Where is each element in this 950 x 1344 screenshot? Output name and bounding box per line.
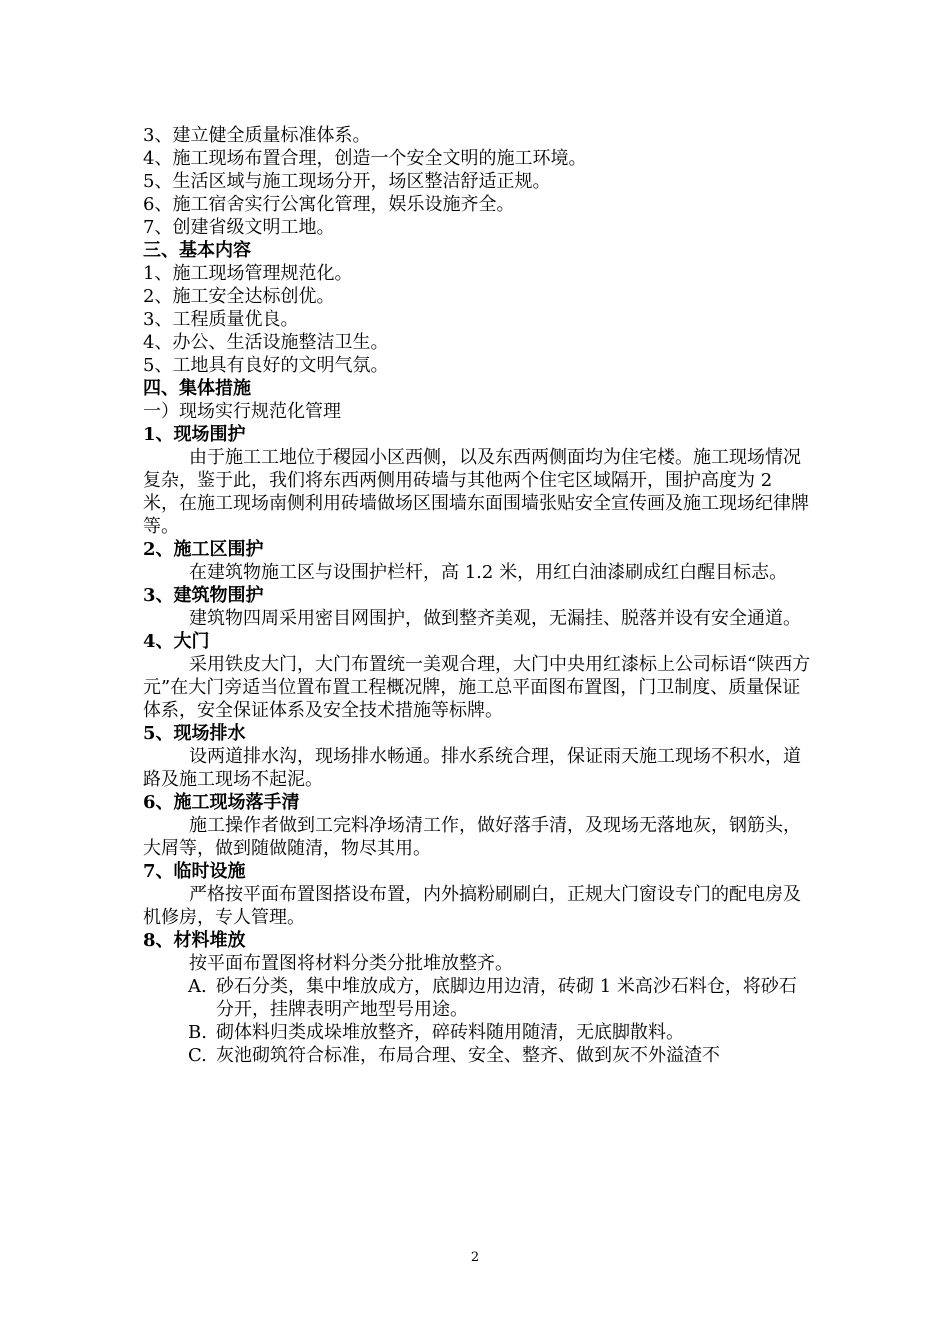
- lettered-item-b: [143, 1021, 813, 1044]
- item-heading: 4、大门: [143, 631, 210, 652]
- item-heading: 1、现场围护: [143, 424, 246, 445]
- paragraph: 施工操作者做到工完料净场清工作，做好落手清，及现场无落地灰，钢筋头，大屑等，做到随做随清，物尽其用。: [143, 815, 801, 859]
- paragraph: 由于施工工地位于稷园小区西侧，以及东西两侧面均为住宅楼。施工现场情况复杂，鉴于此，我们将东西两侧用砖墙与其他两个住宅区域隔开，围护高度为 2 米，在施工现场南侧利用砖墙做场区围墙东面围墙张贴安全宣传画及施工现场纪律牌等。: [143, 447, 809, 537]
- list-item: 5、工地具有良好的文明气氛。: [143, 355, 389, 376]
- paragraph: 按平面布置图将材料分类分批堆放整齐。: [189, 953, 513, 974]
- paragraph: 严格按平面布置图搭设布置，内外搞粉刷刷白，正规大门窗设专门的配电房及机修房，专人管理。: [143, 884, 801, 928]
- paragraph: 建筑物四周采用密目网围护，做到整齐美观，无漏挂、脱落并设有安全通道。: [189, 608, 801, 629]
- paragraph: 采用铁皮大门，大门布置统一美观合理，大门中央用红漆标上公司标语“陕西方元”在大门旁适当位置布置工程概况牌，施工总平面图布置图，门卫制度、质量保证体系，安全保证体系及安全技术措施等标牌。: [143, 654, 811, 721]
- section-heading-measures: 四、集体措施: [143, 378, 251, 399]
- document-body: [143, 124, 813, 1067]
- item-heading: 5、现场排水: [143, 723, 246, 744]
- list-item: 3、建立健全质量标准体系。: [143, 125, 371, 146]
- lettered-item-a: [143, 975, 813, 1021]
- paragraph: 设两道排水沟，现场排水畅通。排水系统合理，保证雨天施工现场不积水，道路及施工现场不起泥。: [143, 746, 801, 790]
- item-heading: 8、材料堆放: [143, 930, 246, 951]
- list-item: 1、施工现场管理规范化。: [143, 263, 353, 284]
- list-marker: A.: [188, 976, 207, 997]
- paragraph: 在建筑物施工区与设围护栏杆，高 1.2 米，用红白油漆刷成红白醒目标志。: [189, 562, 788, 583]
- item-heading: 7、临时设施: [143, 861, 246, 882]
- list-text: 灰池砌筑符合标准，布局合理、安全、整齐、做到灰不外溢渣不: [216, 1045, 720, 1066]
- page-number: 2: [470, 1250, 480, 1265]
- list-item: 3、工程质量优良。: [143, 309, 299, 330]
- item-heading: 6、施工现场落手清: [143, 792, 300, 813]
- list-item: 2、施工安全达标创优。: [143, 286, 335, 307]
- item-heading: 2、施工区围护: [143, 539, 264, 560]
- list-text: 砂石分类，集中堆放成方，底脚边用边清，砖砌 1 米高沙石料仓，将砂石分开，挂牌表明产地型号用途。: [216, 976, 797, 1020]
- list-text: 砌体料归类成垛堆放整齐，碎砖料随用随清，无底脚散料。: [216, 1022, 684, 1043]
- list-marker: C.: [188, 1045, 207, 1066]
- item-heading: 3、建筑物围护: [143, 585, 264, 606]
- subsection-heading: 一）现场实行规范化管理: [143, 401, 341, 422]
- list-item: 7、创建省级文明工地。: [143, 217, 335, 238]
- section-heading-basic-content: 三、基本内容: [143, 240, 251, 261]
- list-item: 4、施工现场布置合理，创造一个安全文明的施工环境。: [143, 148, 587, 169]
- list-item: 4、办公、生活设施整洁卫生。: [143, 332, 389, 353]
- list-item: 6、施工宿舍实行公寓化管理，娱乐设施齐全。: [143, 194, 515, 215]
- lettered-item-c: [143, 1044, 813, 1067]
- list-item: 5、生活区域与施工现场分开，场区整洁舒适正规。: [143, 171, 551, 192]
- list-marker: B.: [188, 1022, 207, 1043]
